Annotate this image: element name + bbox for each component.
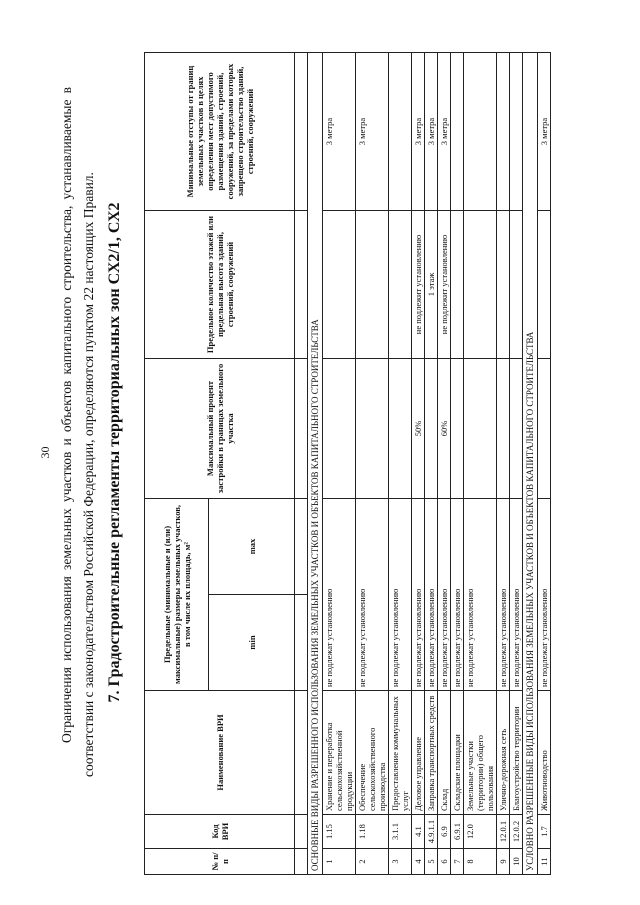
row-percent	[323, 359, 356, 499]
row-floors	[451, 211, 464, 359]
row-num: 1	[323, 849, 356, 875]
row-code: 12.0.1	[497, 815, 510, 849]
row-code: 1.15	[323, 815, 356, 849]
table-row	[356, 53, 389, 875]
row-name: Благоустройство территории	[510, 691, 523, 815]
table-row	[451, 53, 464, 875]
row-code: 3.1.1	[389, 815, 412, 849]
row-name: Животноводство	[538, 691, 551, 815]
row-percent	[425, 359, 438, 499]
table-row	[438, 53, 451, 875]
row-name: Склад	[438, 691, 451, 815]
row-num: 8	[464, 849, 497, 875]
section-row-main: ОСНОВНЫЕ ВИДЫ РАЗРЕШЕННОГО ИСПОЛЬЗОВАНИЯ ЗЕМЕЛЬНЫХ УЧАСТКОВ И ОБЪЕКТОВ КАПИТАЛЬНОГО СТРОИТЕЛЬСТВА	[308, 53, 323, 875]
regulations-table	[144, 52, 551, 875]
row-floors: не подлежит установлению	[412, 211, 425, 359]
row-area: не подлежат установлению	[356, 499, 389, 691]
row-code: 4.9.1.1	[425, 815, 438, 849]
row-num: 10	[510, 849, 523, 875]
row-name: Улично-дорожная сеть	[497, 691, 510, 815]
row-name: Предоставление коммунальных услуг	[389, 691, 412, 815]
row-setback: 3 метра	[425, 53, 438, 211]
row-floors	[464, 211, 497, 359]
row-floors: не подлежит установлению	[438, 211, 451, 359]
row-num: 11	[538, 849, 551, 875]
row-setback	[464, 53, 497, 211]
row-code: 4.1	[412, 815, 425, 849]
row-area: не подлежат установлению	[389, 499, 412, 691]
header-spacer-row	[295, 53, 308, 875]
intro-paragraph: Ограничения использования земельных участков и объектов капитального строительства, устанавливаемые в соответствии с законодательством Российской Федерации, определяются пунктом 22 настоящих Правил.	[59, 87, 96, 777]
row-num: 6	[438, 849, 451, 875]
header-num: № п/п	[145, 849, 295, 875]
row-floors	[356, 211, 389, 359]
table-row	[389, 53, 412, 875]
row-percent	[389, 359, 412, 499]
row-area: не подлежат установлению	[538, 499, 551, 691]
header-code: Код ВРИ	[145, 815, 295, 849]
header-area-min: min	[209, 595, 295, 691]
row-area: не подлежат установлению	[464, 499, 497, 691]
row-setback: 3 метра	[412, 53, 425, 211]
row-setback: 3 метра	[538, 53, 551, 211]
section-row-conditional: УСЛОВНО РАЗРЕШЕННЫЕ ВИДЫ ИСПОЛЬЗОВАНИЯ ЗЕМЕЛЬНЫХ УЧАСТКОВ И ОБЪЕКТОВ КАПИТАЛЬНОГО СТРОИТЕЛЬСТВА	[523, 53, 538, 875]
table-row	[323, 53, 356, 875]
row-name: Земельные участки (территории) общего пользования	[464, 691, 497, 815]
row-setback: 3 метра	[438, 53, 451, 211]
table-row	[464, 53, 497, 875]
row-area: не подлежат установлению	[412, 499, 425, 691]
row-percent	[464, 359, 497, 499]
row-floors	[389, 211, 412, 359]
row-area: не подлежат установлению	[323, 499, 356, 691]
row-setback: 3 метра	[356, 53, 389, 211]
row-area: не подлежат установлению	[451, 499, 464, 691]
row-setback	[497, 53, 510, 211]
row-percent	[538, 359, 551, 499]
table-row	[425, 53, 438, 875]
row-code: 6.9	[438, 815, 451, 849]
row-percent	[356, 359, 389, 499]
row-floors: 1 этаж	[425, 211, 438, 359]
row-percent	[510, 359, 523, 499]
row-area: не подлежат установлению	[438, 499, 451, 691]
table-body	[308, 53, 551, 875]
row-num: 4	[412, 849, 425, 875]
row-code: 12.0	[464, 815, 497, 849]
row-setback	[389, 53, 412, 211]
header-area: Предельные (минимальные и (или) максимальные) размеры земельных участков, в том числе их площадь, м²	[145, 499, 209, 691]
page-number: 30	[38, 446, 52, 459]
header-setback: Минимальные отступы от границ земельных участков в целях определения мест допустимого размещения зданий, строений, сооружений, за пределами которых запрещено строительство зданий, строений, сооружений	[145, 53, 295, 211]
header-floors: Предельное количество этажей или предельная высота зданий, строений, сооружений	[145, 211, 295, 359]
row-num: 7	[451, 849, 464, 875]
row-name: Обеспечение сельскохозяйственного производства	[356, 691, 389, 815]
table-row	[412, 53, 425, 875]
row-floors	[510, 211, 523, 359]
header-percent: Максимальный процент застройки в границах земельного участка	[145, 359, 295, 499]
table-row	[538, 53, 551, 875]
row-area: не подлежат установлению	[510, 499, 523, 691]
row-floors	[497, 211, 510, 359]
row-setback	[510, 53, 523, 211]
row-area: не подлежат установлению	[497, 499, 510, 691]
row-name: Заправка транспортных средств	[425, 691, 438, 815]
row-code: 1.18	[356, 815, 389, 849]
row-name: Складские площадки	[451, 691, 464, 815]
table-row	[510, 53, 523, 875]
header-name: Наименование ВРИ	[145, 691, 295, 815]
table-row	[497, 53, 510, 875]
row-floors	[538, 211, 551, 359]
row-name: Хранение и переработка сельскохозяйственной продукции	[323, 691, 356, 815]
row-floors	[323, 211, 356, 359]
row-num: 9	[497, 849, 510, 875]
row-area: не подлежат установлению	[425, 499, 438, 691]
header-area-max: max	[209, 499, 295, 595]
row-percent	[451, 359, 464, 499]
row-num: 3	[389, 849, 412, 875]
row-num: 5	[425, 849, 438, 875]
row-percent: 60%	[438, 359, 451, 499]
section-title: 7. Градостроительные регламенты территориальных зон СХ2/1, СХ2	[106, 202, 123, 703]
row-code: 1.7	[538, 815, 551, 849]
row-name: Деловое управление	[412, 691, 425, 815]
row-code: 6.9.1	[451, 815, 464, 849]
row-percent	[497, 359, 510, 499]
row-num: 2	[356, 849, 389, 875]
row-setback: 3 метра	[323, 53, 356, 211]
row-code: 12.0.2	[510, 815, 523, 849]
row-setback	[451, 53, 464, 211]
row-percent: 50%	[412, 359, 425, 499]
